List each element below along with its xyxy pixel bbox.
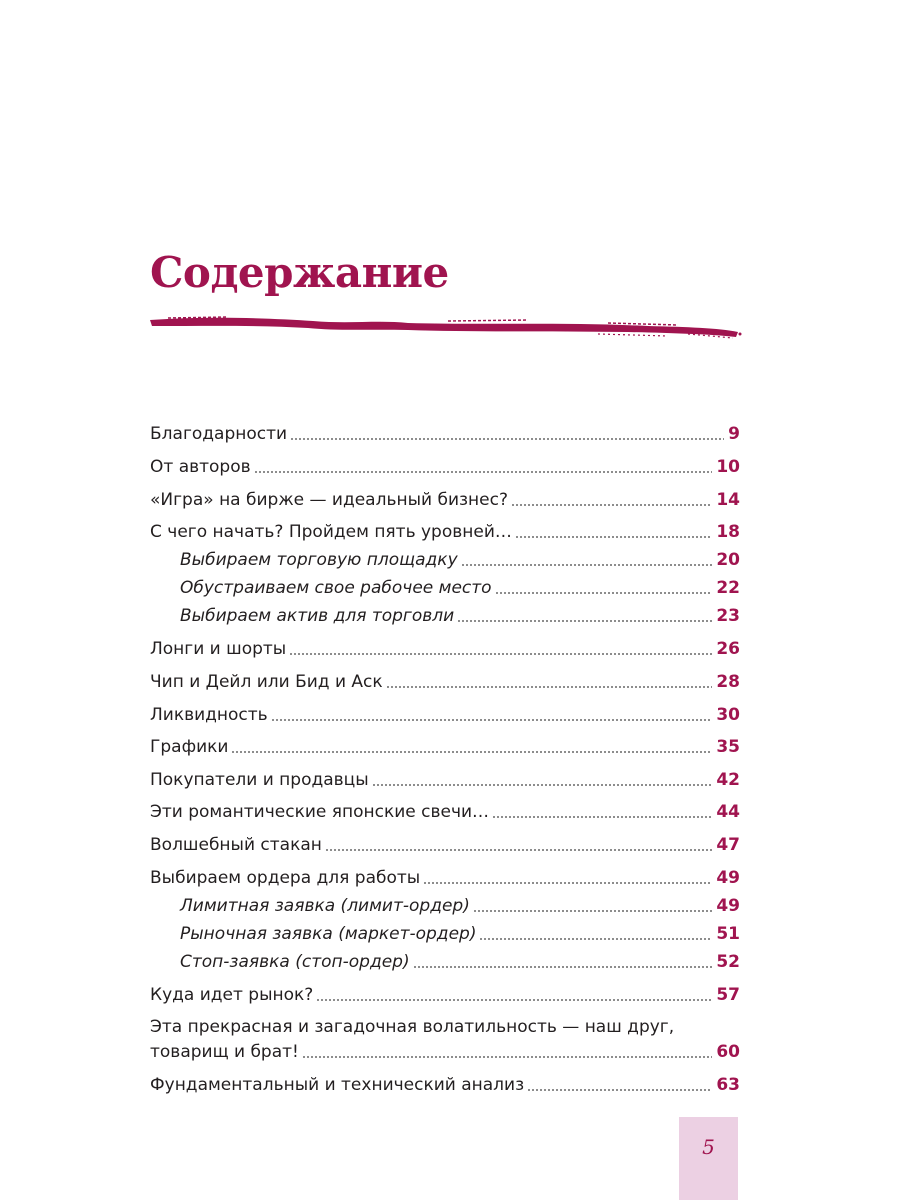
leader-dots: [290, 437, 724, 441]
toc-entry[interactable]: [150, 868, 740, 888]
toc-entry-title: товарищ и брат!: [150, 1042, 299, 1062]
toc-subentry[interactable]: [150, 896, 740, 916]
page-number-tab: [679, 1117, 738, 1200]
leader-dots: [325, 848, 712, 852]
toc-subentry[interactable]: [150, 606, 740, 626]
toc-page-number: 28: [716, 672, 740, 692]
toc-subentry[interactable]: [150, 550, 740, 570]
toc-entry-title: Покупатели и продавцы: [150, 770, 369, 790]
toc-entry-title: Выбираем актив для торговли: [180, 606, 455, 626]
page-title: Содержание: [150, 248, 449, 297]
toc-page-number: 26: [716, 639, 740, 659]
leader-dots: [527, 1088, 712, 1092]
leader-dots: [492, 815, 712, 819]
toc-page-number: 52: [716, 952, 740, 972]
toc-entry-title: Ликвидность: [150, 705, 268, 725]
toc-entry[interactable]: [150, 737, 740, 757]
toc-page-number: 42: [716, 770, 740, 790]
toc-page-number: 22: [716, 578, 740, 598]
leader-dots: [457, 619, 712, 623]
leader-dots: [289, 652, 712, 656]
toc-entry[interactable]: [150, 1017, 740, 1062]
leader-dots: [461, 563, 713, 567]
toc-page-number: 10: [716, 457, 740, 477]
toc-entry-title: Обустраиваем свое рабочее место: [180, 578, 492, 598]
toc-entry[interactable]: [150, 1075, 740, 1095]
toc-entry[interactable]: [150, 672, 740, 692]
toc-entry[interactable]: [150, 802, 740, 822]
leader-dots: [231, 750, 712, 754]
toc-page-number: 35: [716, 737, 740, 757]
toc-page-number: 60: [716, 1042, 740, 1062]
toc-entry-title: «Игра» на бирже — идеальный бизнес?: [150, 490, 508, 510]
brush-stroke-divider: [148, 312, 743, 342]
leader-dots: [302, 1055, 712, 1059]
toc-page-number: 23: [716, 606, 740, 626]
toc-page-number: 18: [716, 522, 740, 542]
toc-entry-title-line1: Эта прекрасная и загадочная волатильность — наш друг,: [150, 1017, 675, 1037]
toc-entry[interactable]: [150, 424, 740, 444]
toc-entry[interactable]: [150, 522, 740, 542]
leader-dots: [495, 591, 713, 595]
leader-dots: [254, 470, 713, 474]
toc-entry-title: Лимитная заявка (лимит-ордер): [180, 896, 470, 916]
toc-entry-title: Стоп-заявка (стоп-ордер): [180, 952, 410, 972]
leader-dots: [423, 881, 712, 885]
toc-entry-title: От авторов: [150, 457, 251, 477]
leader-dots: [316, 998, 712, 1002]
toc-page-number: 51: [716, 924, 740, 944]
toc-page-number: 57: [716, 985, 740, 1005]
toc-entry[interactable]: [150, 490, 740, 510]
toc-page-number: 49: [716, 868, 740, 888]
toc-subentry[interactable]: [150, 952, 740, 972]
toc-entry[interactable]: [150, 770, 740, 790]
toc-entry[interactable]: [150, 985, 740, 1005]
toc-entry-title: Графики: [150, 737, 229, 757]
toc-subentry[interactable]: [150, 578, 740, 598]
toc-page-number: 9: [728, 424, 740, 444]
toc-entry-title: Фундаментальный и технический анализ: [150, 1075, 525, 1095]
leader-dots: [413, 965, 713, 969]
toc-entry-title: Благодарности: [150, 424, 288, 444]
toc-entry[interactable]: [150, 705, 740, 725]
toc-entry-title: Чип и Дейл или Бид и Аск: [150, 672, 383, 692]
leader-dots: [515, 535, 712, 539]
leader-dots: [511, 503, 712, 507]
toc-page-number: 44: [716, 802, 740, 822]
toc-entry-title: С чего начать? Пройдем пять уровней…: [150, 522, 512, 542]
toc-page-number: 49: [716, 896, 740, 916]
leader-dots: [372, 783, 713, 787]
toc-page-number: 30: [716, 705, 740, 725]
toc-entry[interactable]: [150, 639, 740, 659]
toc-entry-title: Выбираем ордера для работы: [150, 868, 421, 888]
toc-entry-title: Лонги и шорты: [150, 639, 287, 659]
toc-page-number: 14: [716, 490, 740, 510]
toc-entry[interactable]: [150, 835, 740, 855]
toc-page-number: 63: [716, 1075, 740, 1095]
toc-page-number: 47: [716, 835, 740, 855]
toc-page-number: 20: [716, 550, 740, 570]
toc-entry-title: Куда идет рынок?: [150, 985, 314, 1005]
toc-entry-title: Рыночная заявка (маркет-ордер): [180, 924, 477, 944]
toc-entry-title: Эти романтические японские свечи…: [150, 802, 490, 822]
toc-entry-title: Волшебный стакан: [150, 835, 322, 855]
toc-entry[interactable]: [150, 457, 740, 477]
leader-dots: [271, 718, 713, 722]
leader-dots: [479, 937, 712, 941]
page-number: 5: [702, 1135, 715, 1159]
toc-entry-title: Выбираем торговую площадку: [180, 550, 458, 570]
leader-dots: [386, 685, 713, 689]
leader-dots: [473, 909, 712, 913]
toc-subentry[interactable]: [150, 924, 740, 944]
